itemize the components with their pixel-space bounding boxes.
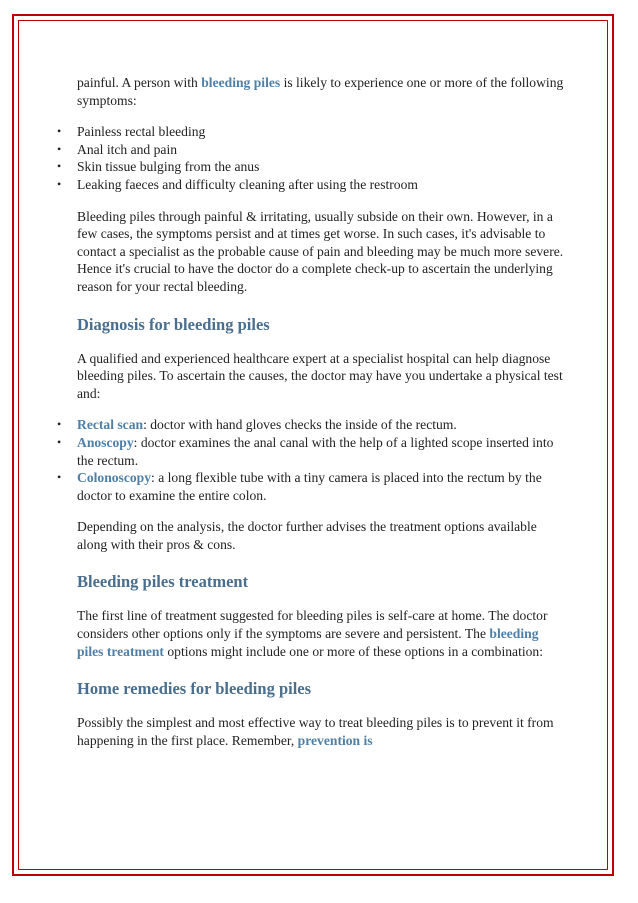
diagnosis-intro-paragraph: A qualified and experienced healthcare expert at a specialist hospital can help diagnose bleeding piles. To ascertain the causes, the doctor may have you undertake a physical test and:: [77, 350, 563, 401]
list-item: [57, 158, 567, 176]
bullet-icon: •: [57, 417, 62, 432]
specialist-paragraph: Bleeding piles through painful & irritating, usually subside on their own. However, in a few cases, the symptoms persist and at times get worse. In such cases, it's advisable to contact a specialist as the probable cause of pain and bleeding may be much more severe. Hence it's crucial to have the doctor do a complete check-up to ascertain the underlying reason for your rectal bleeding.: [77, 208, 564, 294]
bullet-icon: •: [57, 470, 62, 485]
home-remedies-heading: Home remedies for bleeding piles: [77, 679, 312, 699]
intro-text-post: is likely to experience one or more of the following symptoms:: [77, 75, 564, 108]
document-body: [57, 74, 567, 749]
bullet-icon: •: [57, 176, 62, 191]
bullet-icon: •: [57, 159, 62, 174]
list-item: [57, 176, 567, 194]
symptom-text: Skin tissue bulging from the anus: [77, 159, 260, 175]
test-description: : doctor examines the anal canal with the help of a lighted scope inserted into the rectum.: [77, 434, 554, 468]
home-text-pre: Possibly the simplest and most effective way to treat bleeding piles is to prevent it from happening in the first place. Remember,: [77, 715, 554, 748]
rectal-scan-link[interactable]: Rectal scan: [77, 417, 144, 433]
diagnosis-heading: Diagnosis for bleeding piles: [77, 314, 270, 334]
symptom-text: Anal itch and pain: [77, 141, 178, 157]
bullet-icon: •: [57, 434, 62, 449]
bleeding-piles-treatment-link[interactable]: bleeding piles treatment: [77, 626, 539, 659]
prevention-is-link[interactable]: prevention is: [297, 732, 373, 748]
intro-paragraph: [77, 74, 567, 109]
intro-text-pre: painful. A person with: [77, 75, 202, 90]
treatment-paragraph: [77, 607, 567, 660]
home-remedies-paragraph: [77, 714, 567, 749]
treatment-text-post: options might include one or more of these options in a combination:: [163, 643, 544, 659]
colonoscopy-link[interactable]: Colonoscopy: [77, 470, 152, 486]
list-item: [57, 434, 567, 469]
symptom-text: Leaking faeces and difficulty cleaning after using the restroom: [77, 176, 418, 192]
list-item: [57, 416, 567, 434]
treatment-heading: Bleeding piles treatment: [77, 572, 249, 592]
symptoms-list: [57, 123, 567, 193]
test-description: : a long flexible tube with a tiny camera is placed into the rectum by the doctor to examine the entire colon.: [77, 470, 542, 503]
bleeding-piles-link[interactable]: bleeding piles: [201, 75, 281, 90]
list-item: [57, 141, 567, 159]
bullet-icon: •: [57, 124, 62, 139]
symptom-text: Painless rectal bleeding: [77, 124, 206, 140]
list-item: [57, 123, 567, 141]
bullet-icon: •: [57, 141, 62, 156]
anoscopy-link[interactable]: Anoscopy: [77, 434, 134, 450]
list-item: [57, 469, 567, 504]
diagnosis-tests-list: [57, 416, 567, 504]
test-description: : doctor with hand gloves checks the inside of the rectum.: [143, 417, 457, 433]
treatment-text-pre: The first line of treatment suggested for bleeding piles is self-care at home. The doctor considers other options only if the symptoms are severe and persistent. The: [77, 608, 548, 642]
diagnosis-outro-paragraph: Depending on the analysis, the doctor further advises the treatment options available along with their pros & cons.: [77, 519, 537, 552]
